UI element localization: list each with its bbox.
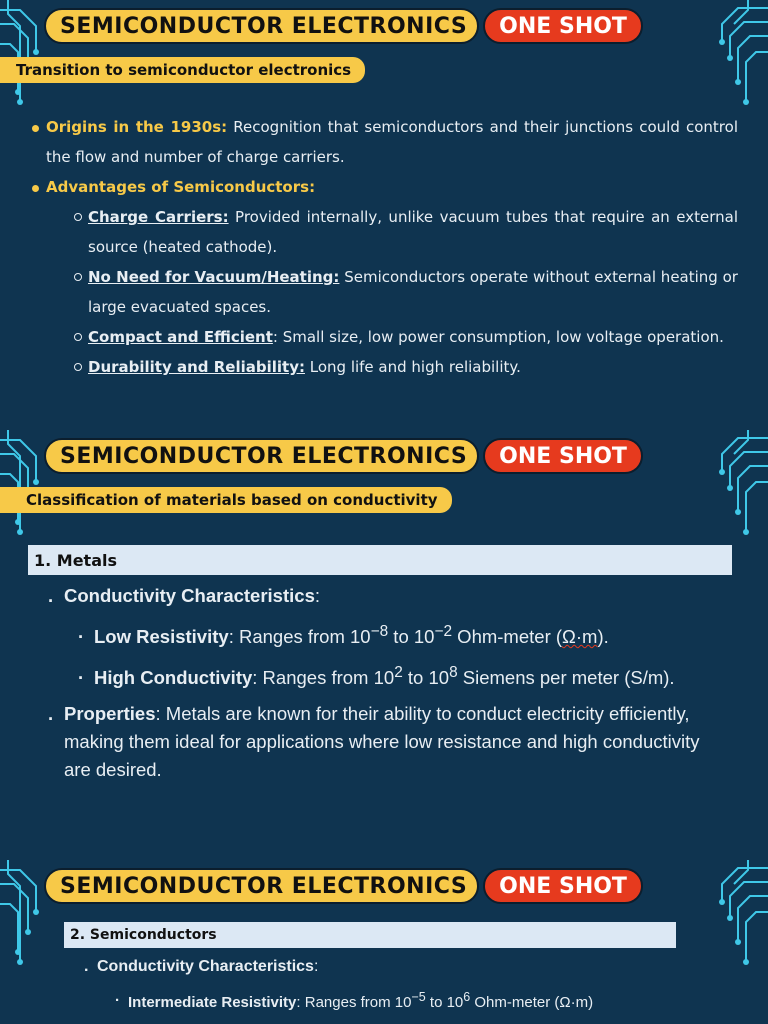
list-item: [115, 986, 684, 1014]
advantages-list: [46, 202, 738, 382]
advantage-label: No Need for Vacuum/Heating:: [88, 268, 340, 286]
slide-header: [44, 8, 643, 44]
text: to 10: [402, 667, 450, 689]
colon: :: [314, 585, 320, 606]
list-item: [32, 172, 738, 382]
list-item: [32, 112, 738, 172]
origins-text: Recognition that semiconductors and their junctions could control the flow and number of charge carriers.: [46, 118, 738, 166]
advantage-label: Compact and Efficient: [88, 328, 273, 346]
list-item: [74, 262, 738, 322]
unit: Ω·m: [562, 626, 598, 648]
high-conductivity-label: High Conductivity: [94, 667, 253, 689]
intermediate-resistivity-label: Intermediate Resistivity: [128, 994, 297, 1011]
one-shot-badge: ONE SHOT: [483, 8, 643, 44]
list-item: [74, 352, 738, 382]
slide-classification: [0, 430, 768, 860]
slide-header: [44, 868, 643, 904]
text: to 10: [425, 994, 464, 1011]
advantage-text: Semiconductors operate without external heating or large evacuated spaces.: [88, 268, 738, 316]
text: Ohm-meter (Ω·m): [470, 994, 594, 1011]
slide-transition: [0, 0, 768, 430]
text: to 10: [388, 626, 435, 648]
conductivity-list: [97, 986, 684, 1014]
list-item: [48, 582, 728, 692]
metals-list: [48, 582, 728, 792]
origins-label: Origins in the 1930s:: [46, 118, 228, 136]
title-pill: SEMICONDUCTOR ELECTRONICS: [44, 8, 479, 44]
one-shot-badge: ONE SHOT: [483, 868, 643, 904]
properties-text: : Metals are known for their ability to conduct electricity efficiently, making them ideal for applications where low resistance and high conductivity are desired.: [64, 703, 700, 781]
advantage-text: : Small size, low power consumption, low voltage operation.: [272, 328, 724, 346]
slide-semiconductors: [0, 860, 768, 1024]
advantage-text: Long life and high reliability.: [304, 358, 521, 376]
title-pill: SEMICONDUCTOR ELECTRONICS: [44, 438, 479, 474]
conductivity-label: Conductivity Characteristics: [97, 958, 314, 975]
list-item: [74, 202, 738, 262]
exponent: 6: [463, 990, 471, 1004]
subtitle-pill: Classification of materials based on conductivity: [0, 487, 452, 513]
slide-header: [44, 438, 643, 474]
list-item: [78, 659, 728, 692]
properties-label: Properties: [64, 703, 156, 725]
advantages-label: Advantages of Semiconductors:: [46, 178, 316, 196]
text: Ohm-meter (: [452, 626, 563, 648]
list-item: [74, 322, 738, 352]
text: : Ranges from 10: [228, 626, 371, 648]
bullet-list: [32, 112, 738, 382]
exponent: 8: [449, 664, 458, 682]
title-pill: SEMICONDUCTOR ELECTRONICS: [44, 868, 479, 904]
exponent: −5: [411, 990, 426, 1004]
exponent: 2: [394, 664, 403, 682]
advantage-label: Durability and Reliability:: [88, 358, 305, 376]
text: ).: [597, 626, 609, 648]
text: : Ranges from 10: [296, 994, 412, 1011]
advantage-label: Charge Carriers:: [88, 208, 229, 226]
list-item: [78, 618, 728, 651]
conductivity-list: [64, 618, 728, 692]
circuit-decoration-right-icon: [678, 0, 768, 120]
list-item: [48, 700, 728, 784]
advantage-text: Provided internally, unlike vacuum tubes that require an external source (heated cathode).: [88, 208, 738, 256]
section-heading-semiconductors: 2. Semiconductors: [64, 922, 676, 948]
text: Siemens per meter (S/m).: [457, 667, 675, 689]
colon: :: [313, 958, 319, 975]
list-item: [84, 956, 684, 1014]
low-resistivity-label: Low Resistivity: [94, 626, 229, 648]
one-shot-badge: ONE SHOT: [483, 438, 643, 474]
exponent: −2: [434, 623, 453, 640]
semiconductors-list: [84, 956, 684, 1022]
circuit-decoration-right-icon: [678, 860, 768, 980]
subtitle-pill: Transition to semiconductor electronics: [0, 57, 365, 83]
circuit-decoration-right-icon: [678, 430, 768, 550]
conductivity-label: Conductivity Characteristics: [64, 585, 315, 606]
section-heading-metals: 1. Metals: [28, 545, 732, 575]
exponent: −8: [370, 623, 389, 640]
text: : Ranges from 10: [252, 667, 395, 689]
